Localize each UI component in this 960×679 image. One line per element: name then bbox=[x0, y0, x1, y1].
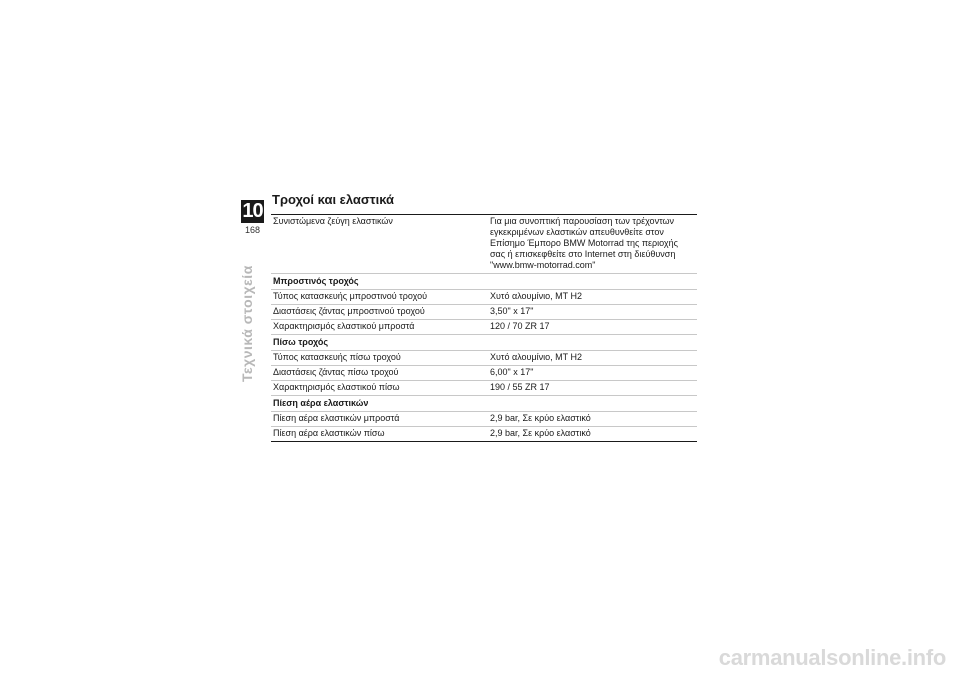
side-chapter-title: Τεχνικά στοιχεία bbox=[239, 265, 255, 382]
specification-table bbox=[271, 214, 697, 442]
chapter-number: 10 bbox=[242, 200, 263, 222]
table-row bbox=[271, 290, 697, 305]
spec-label: Πίεση αέρα ελαστικών μπροστά bbox=[271, 412, 488, 427]
group-heading: Πίσω τροχός bbox=[271, 335, 697, 351]
table-row-intro bbox=[271, 215, 697, 274]
table-row bbox=[271, 427, 697, 442]
group-heading-row-rear bbox=[271, 335, 697, 351]
spec-label: Χαρακτηρισμός ελαστικού μπροστά bbox=[271, 320, 488, 335]
table-row bbox=[271, 366, 697, 381]
chapter-tab bbox=[241, 200, 264, 235]
spec-value: 3,50" x 17" bbox=[488, 305, 697, 320]
table-row bbox=[271, 381, 697, 396]
group-heading: Μπροστινός τροχός bbox=[271, 274, 697, 290]
table-row bbox=[271, 305, 697, 320]
spec-value: Για μια συνοπτική παρουσίαση των τρέχοντων εγκεκριμένων ελαστικών απευθυνθείτε στον Επίσημο Έμπορο BMW Motorrad της περιοχής σας ή επισκεφθείτε στο Internet στη διεύθυνση "www.bmw-motorrad.com" bbox=[488, 215, 697, 274]
spec-value: Χυτό αλουμίνιο, MT H2 bbox=[488, 290, 697, 305]
group-heading: Πίεση αέρα ελαστικών bbox=[271, 396, 697, 412]
table-row bbox=[271, 320, 697, 335]
spec-value: 2,9 bar, Σε κρύο ελαστικό bbox=[488, 427, 697, 442]
spec-label: Πίεση αέρα ελαστικών πίσω bbox=[271, 427, 488, 442]
group-heading-row-pressure bbox=[271, 396, 697, 412]
spec-label: Τύπος κατασκευής μπροστινού τροχού bbox=[271, 290, 488, 305]
page-number: 168 bbox=[244, 225, 261, 235]
section-title: Τροχοί και ελαστικά bbox=[272, 192, 395, 207]
spec-label: Συνιστώμενα ζεύγη ελαστικών bbox=[271, 215, 488, 274]
table-row bbox=[271, 351, 697, 366]
spec-label: Τύπος κατασκευής πίσω τροχού bbox=[271, 351, 488, 366]
spec-value: 190 / 55 ZR 17 bbox=[488, 381, 697, 396]
group-heading-row-front bbox=[271, 274, 697, 290]
site-watermark: carmanualsonline.info bbox=[718, 645, 946, 670]
spec-value: 120 / 70 ZR 17 bbox=[488, 320, 697, 335]
spec-value: Χυτό αλουμίνιο, MT H2 bbox=[488, 351, 697, 366]
spec-label: Διαστάσεις ζάντας μπροστινού τροχού bbox=[271, 305, 488, 320]
table-row bbox=[271, 412, 697, 427]
spec-value: 6,00" x 17" bbox=[488, 366, 697, 381]
spec-value: 2,9 bar, Σε κρύο ελαστικό bbox=[488, 412, 697, 427]
spec-label: Διαστάσεις ζάντας πίσω τροχού bbox=[271, 366, 488, 381]
spec-label: Χαρακτηρισμός ελαστικού πίσω bbox=[271, 381, 488, 396]
